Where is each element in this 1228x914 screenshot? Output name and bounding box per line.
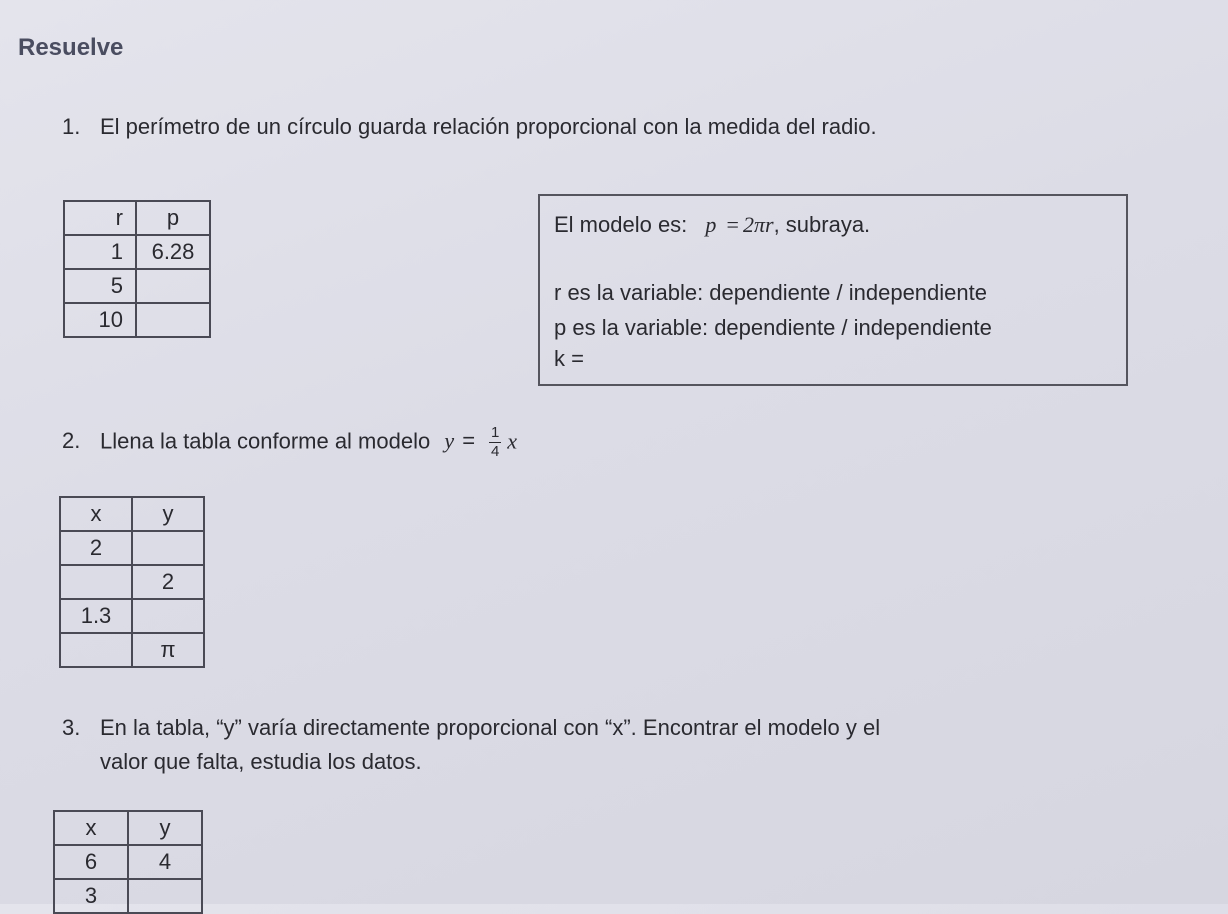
- model-prefix: El modelo es:: [554, 212, 688, 237]
- question-1-text: El perímetro de un círculo guarda relación proporcional con la medida del radio.: [100, 114, 877, 139]
- table-header-row: [64, 201, 210, 235]
- model-variable: x: [507, 428, 517, 454]
- table-cell: 10: [64, 303, 136, 337]
- table-header-cell: y: [132, 497, 204, 531]
- table-cell: 2: [60, 531, 132, 565]
- fraction-numerator: 1: [491, 424, 500, 441]
- table-cell: 5: [64, 269, 136, 303]
- table-cell: 3: [54, 879, 128, 913]
- table-row: [64, 235, 210, 269]
- table-cell: 4: [128, 845, 202, 879]
- model-eq: =: [462, 428, 476, 454]
- table-row: [60, 633, 204, 667]
- table-cell-blank: [60, 565, 132, 599]
- variable-p-line: p es la variable: dependiente / independiente: [554, 315, 992, 340]
- table-header-cell: r: [64, 201, 136, 235]
- table-row: [64, 303, 210, 337]
- table-row: [64, 269, 210, 303]
- question-2: [62, 425, 517, 460]
- question-3-number: 3.: [62, 715, 81, 740]
- table-cell-blank: [128, 879, 202, 913]
- constant-k-line: k =: [554, 346, 584, 371]
- table-cell-blank: [136, 269, 210, 303]
- question-3-text-line-1: En la tabla, “y” varía directamente proporcional con “x”. Encontrar el modelo y el: [100, 715, 881, 740]
- model-statement: [554, 212, 870, 238]
- table-cell: 6.28: [136, 235, 210, 269]
- variable-r-line: r es la variable: dependiente / independiente: [554, 280, 987, 305]
- model-formula-rhs: 2πr: [742, 212, 774, 237]
- table-cell: 2: [132, 565, 204, 599]
- radius-perimeter-table: [63, 200, 211, 338]
- table-header-cell: y: [128, 811, 202, 845]
- question-3-text-line-2: valor que falta, estudia los datos.: [100, 749, 422, 774]
- table-cell-blank: [132, 599, 204, 633]
- xy-table-q2: [59, 496, 205, 668]
- table-cell: 1.3: [60, 599, 132, 633]
- table-header-row: [54, 811, 202, 845]
- page-heading: Resuelve: [18, 34, 124, 61]
- table-cell: 6: [54, 845, 128, 879]
- question-3: [62, 714, 880, 742]
- table-cell-blank: [132, 531, 204, 565]
- table-row: [60, 531, 204, 565]
- table-header-cell: x: [60, 497, 132, 531]
- model-suffix: , subraya.: [773, 212, 871, 237]
- table-cell: π: [132, 633, 204, 667]
- table-header-row: [60, 497, 204, 531]
- table-header-cell: p: [136, 201, 210, 235]
- table-row: [60, 565, 204, 599]
- table-cell-blank: [60, 633, 132, 667]
- table-row: [60, 599, 204, 633]
- model-formula-lhs: p: [705, 212, 717, 237]
- table-cell: 1: [64, 235, 136, 269]
- model-box: [538, 194, 1128, 386]
- question-1: [62, 113, 877, 141]
- question-2-number: 2.: [62, 428, 81, 454]
- question-1-number: 1.: [62, 114, 81, 139]
- model-lhs: y: [444, 428, 455, 454]
- fraction-denominator: 4: [491, 443, 500, 460]
- model-formula-eq: =: [726, 212, 739, 237]
- table-header-cell: x: [54, 811, 128, 845]
- xy-table-q3: [53, 810, 203, 914]
- table-row: [54, 845, 202, 879]
- fraction-one-quarter: [489, 425, 501, 460]
- table-cell-blank: [136, 303, 210, 337]
- question-2-text: Llena la tabla conforme al modelo: [100, 428, 431, 454]
- table-row: [54, 879, 202, 913]
